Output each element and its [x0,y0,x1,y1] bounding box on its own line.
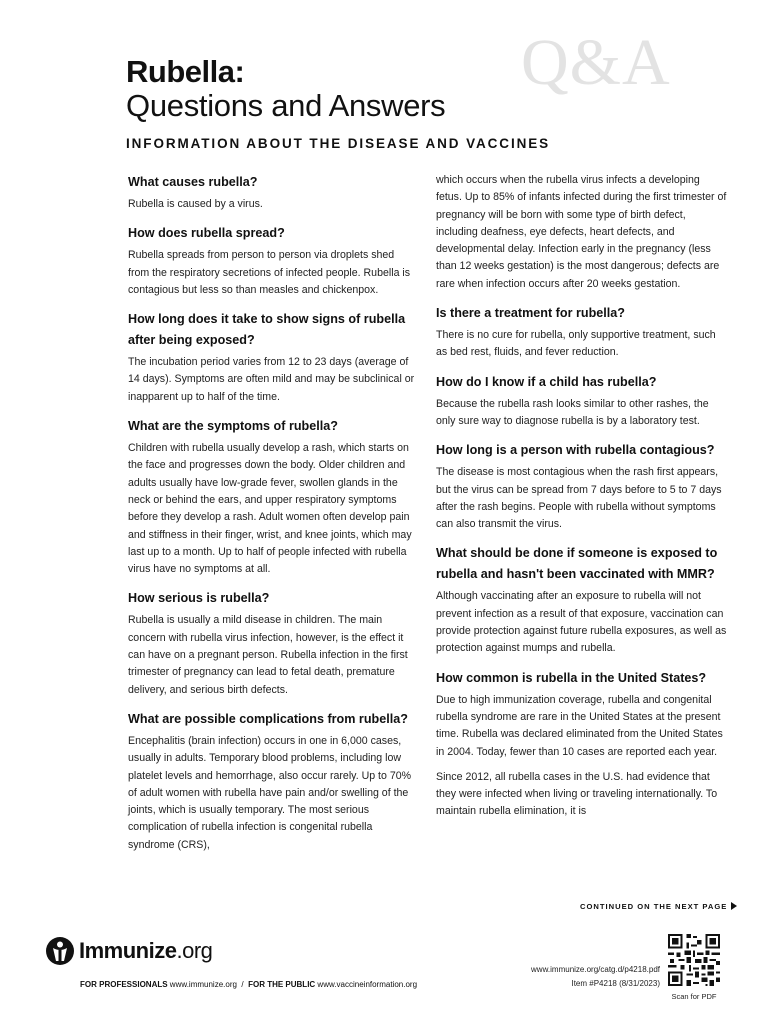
question-heading: What causes rubella? [128,175,258,189]
question-heading: Is there a treatment for rubella? [436,306,625,321]
answer-text: Because the rubella rash looks similar to other rashes, the only sure way to diagnose rubella is by a laboratory test. [436,397,709,427]
answer-text: Rubella spreads from person to person via droplets shed from the respiratory secretions of infected people. Rubella is contagious but less so than measles and chickenpox. [128,249,411,296]
logo-tld: .org [176,938,213,963]
answer-text: Due to high immunization coverage, rubella and congenital rubella syndrome are rare in the United States at the present time. Rubella was declared eliminated from the United States in 2004. Today, fewer than 10 cases are reported each year. [436,693,723,758]
answer-text: There is no cure for rubella, only supportive treatment, such as bed rest, fluids, and fever reduction. [436,329,716,359]
doc-url[interactable]: www.immunize.org/catg.d/p4218.pdf [531,965,660,974]
qa-section [128,416,418,578]
page-title-line2: Questions and Answers [126,88,446,123]
qa-section [128,309,418,406]
pro-label: FOR PROFESSIONALS [80,980,168,989]
qa-section [436,303,728,362]
question-heading: How common is rubella in the United States? [436,670,707,685]
public-url[interactable]: www.vaccineinformation.org [317,980,418,989]
answer-text: Encephalitis (brain infection) occurs in one in 6,000 cases, usually in adults. Temporary blood problems, including low platelet levels and hemorrhage, also occur rarely. Up to 70% of adult women with rubella have pain and/or swelling of the joints, which is usually temporary. The most serious complication of rubella infection is congenital rubella syndrome (CRS), [128,734,412,851]
footer-separator: / [241,980,244,989]
question-heading: How does rubella spread? [128,226,285,241]
qa-section [128,588,418,698]
qr-code-icon[interactable] [668,934,720,986]
question-heading: How long does it take to show signs of rubella after being exposed? [128,312,406,348]
answer-text: The disease is most contagious when the rash first appears, but the virus can be spread from 7 days before to 5 to 7 days after the rash begins. People with rubella without symptoms can also transmit the virus. [436,466,722,531]
qa-continuation [436,172,728,293]
question-heading: How long is a person with rubella contagious? [436,443,715,458]
answer-text: Children with rubella usually develop a rash, which starts on the face and progresses down the body. Older children and adults usually have low-grade fever, swollen glands in the neck or behind the ears, and upper respiratory symptoms before they develop a rash. Adult women often develop pain and stiffness in their finger, wrist, and knee joints, which may last up to a month. Up to half of people infected with rubella virus have no symptoms at all. [128,442,412,576]
answer-text: Rubella is usually a mild disease in children. The main concern with rubella virus infection, however, is the effect it can have on a pregnant person. Rubella infection in the first trimester of pregnancy can lead to fetal death, premature delivery, and serious birth defects. [128,614,408,696]
question-heading: What are possible complications from rubella? [128,711,408,726]
answer-text: Since 2012, all rubella cases in the U.S. had evidence that they were infected when living or traveling internationally. To maintain rubella elimination, it is [436,770,718,818]
page-subtitle: INFORMATION ABOUT THE DISEASE AND VACCINES [126,136,551,151]
answer-text: Rubella is caused by a virus. [128,198,263,210]
pro-url[interactable]: www.immunize.org [169,980,237,989]
qa-section [436,668,728,821]
scan-label: Scan for PDF [671,992,717,1001]
immunize-logo-icon [45,936,75,966]
qa-section [436,543,728,657]
public-label: FOR THE PUBLIC [248,980,316,989]
question-heading: How serious is rubella? [128,591,270,606]
arrow-right-icon [731,902,737,910]
left-column [128,172,418,864]
qa-section [436,440,728,533]
qa-section [128,172,418,213]
footer-links [80,980,417,989]
question-heading: What are the symptoms of rubella? [128,419,338,434]
qa-watermark: Q&A [521,26,671,99]
continued-next-page [580,902,737,911]
question-heading: What should be done if someone is exposed to rubella and hasn't been vaccinated with MMR? [436,546,718,582]
continued-label: CONTINUED ON THE NEXT PAGE [580,902,728,911]
qa-section [436,372,728,431]
right-column [436,172,728,831]
qa-section [128,223,418,299]
page-title: Rubella: [126,54,245,89]
answer-text: Although vaccinating after an exposure to rubella will not prevent infection as a result of that exposure, vaccination can provide protection against future rubella exposures, as well as protection against mumps and rubella. [436,590,727,655]
item-number: Item #P4218 (8/31/2023) [571,979,660,988]
answer-text: which occurs when the rubella virus infects a developing fetus. Up to 85% of infants infected during the first trimester of pregnancy will be born with some type of birth defect, including deafness, eye defects, heart defects, and developmental delay. Infection early in the pregnancy (less than 12 weeks gestation) is the most dangerous; defects are rare when infection occurs after 20 weeks gestation. [436,174,727,290]
qa-section [128,709,418,854]
answer-text: The incubation period varies from 12 to 23 days (average of 14 days). Symptoms are often mild and may be subclinical or inapparent up to half of the time. [128,356,415,403]
logo-brand: Immunize [79,938,177,963]
logo-text [79,938,212,964]
immunize-logo [45,936,212,966]
question-heading: How do I know if a child has rubella? [436,374,657,389]
document-info [502,963,660,991]
